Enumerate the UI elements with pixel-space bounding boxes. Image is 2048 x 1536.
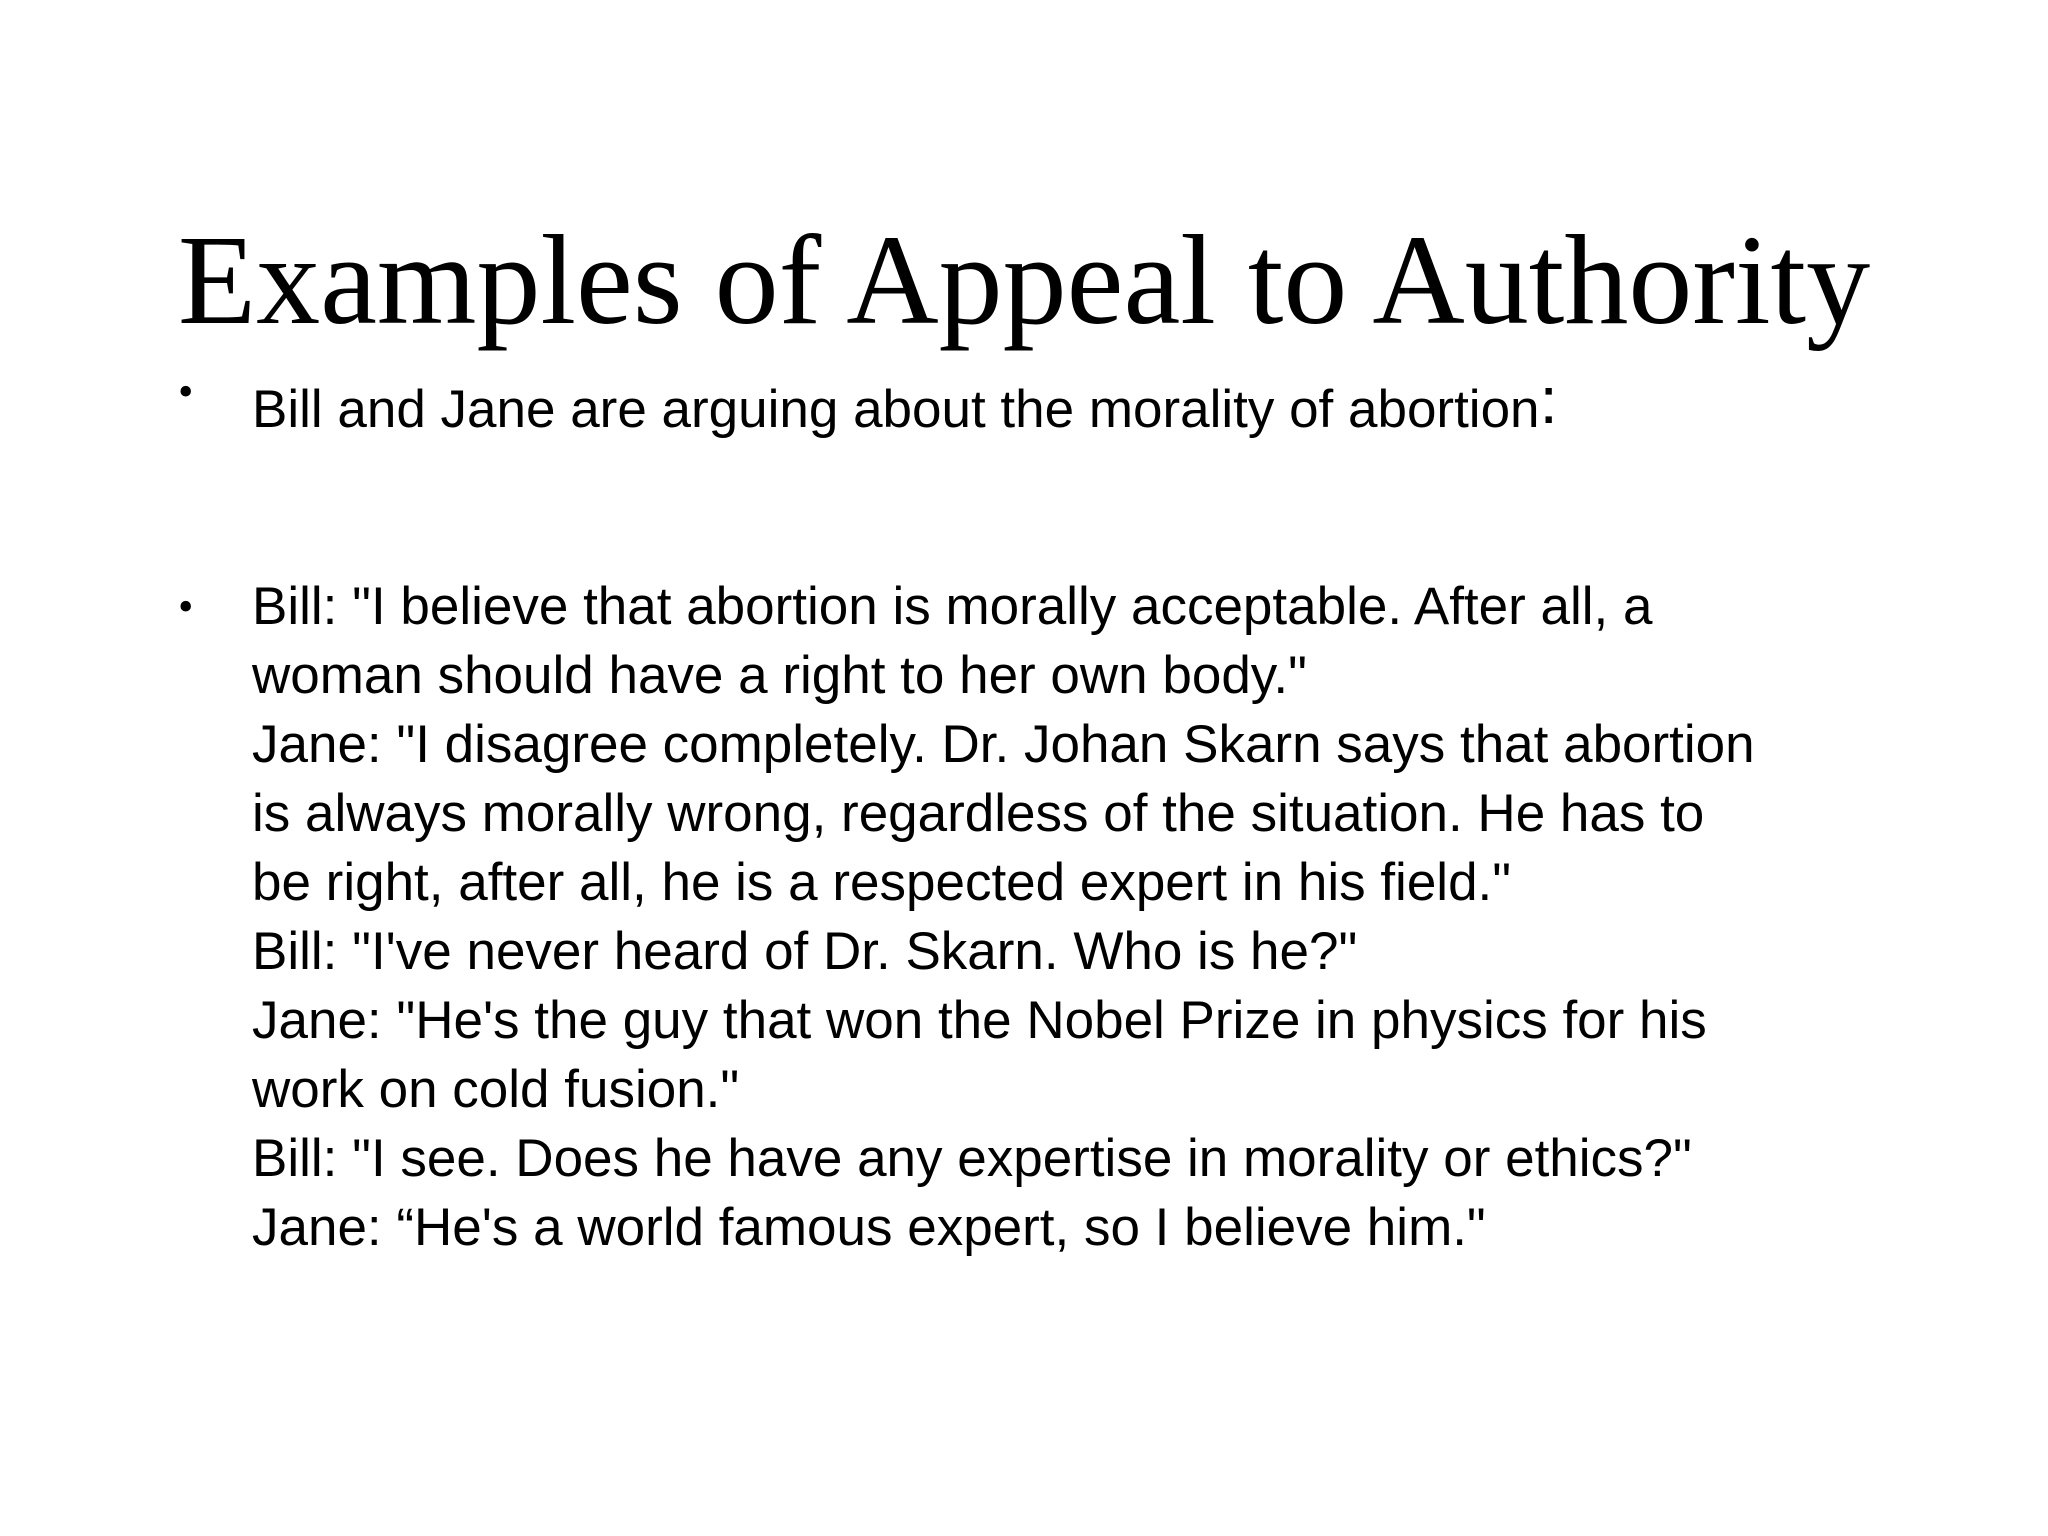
- intro-text: Bill and Jane are arguing about the morality of abortion: [252, 380, 1540, 439]
- bullet-marker: •: [178, 582, 194, 631]
- bullet-marker: •: [178, 367, 194, 416]
- dialogue-line: work on cold fusion.": [252, 1060, 740, 1119]
- bullet-dialogue: [252, 572, 1972, 1262]
- dialogue-line: Jane: "He's the guy that won the Nobel Prize in physics for his: [252, 991, 1707, 1050]
- bullet-intro: [252, 363, 1972, 444]
- slide-title: Examples of Appeal to Authority: [177, 209, 1871, 351]
- dialogue-line: Jane: "I disagree completely. Dr. Johan Skarn says that abortion: [252, 715, 1755, 774]
- dialogue-line: be right, after all, he is a respected expert in his field.": [252, 853, 1512, 912]
- intro-colon: :: [1539, 363, 1558, 437]
- dialogue-line: Bill: "I've never heard of Dr. Skarn. Who is he?": [252, 922, 1358, 981]
- dialogue-line: Jane: “He's a world famous expert, so I believe him.": [252, 1198, 1486, 1257]
- dialogue-line: is always morally wrong, regardless of the situation. He has to: [252, 784, 1705, 843]
- dialogue-line: woman should have a right to her own body.": [252, 646, 1307, 705]
- dialogue-line: Bill: "I see. Does he have any expertise in morality or ethics?": [252, 1129, 1692, 1188]
- dialogue-line: Bill: "I believe that abortion is morally acceptable. After all, a: [252, 577, 1653, 636]
